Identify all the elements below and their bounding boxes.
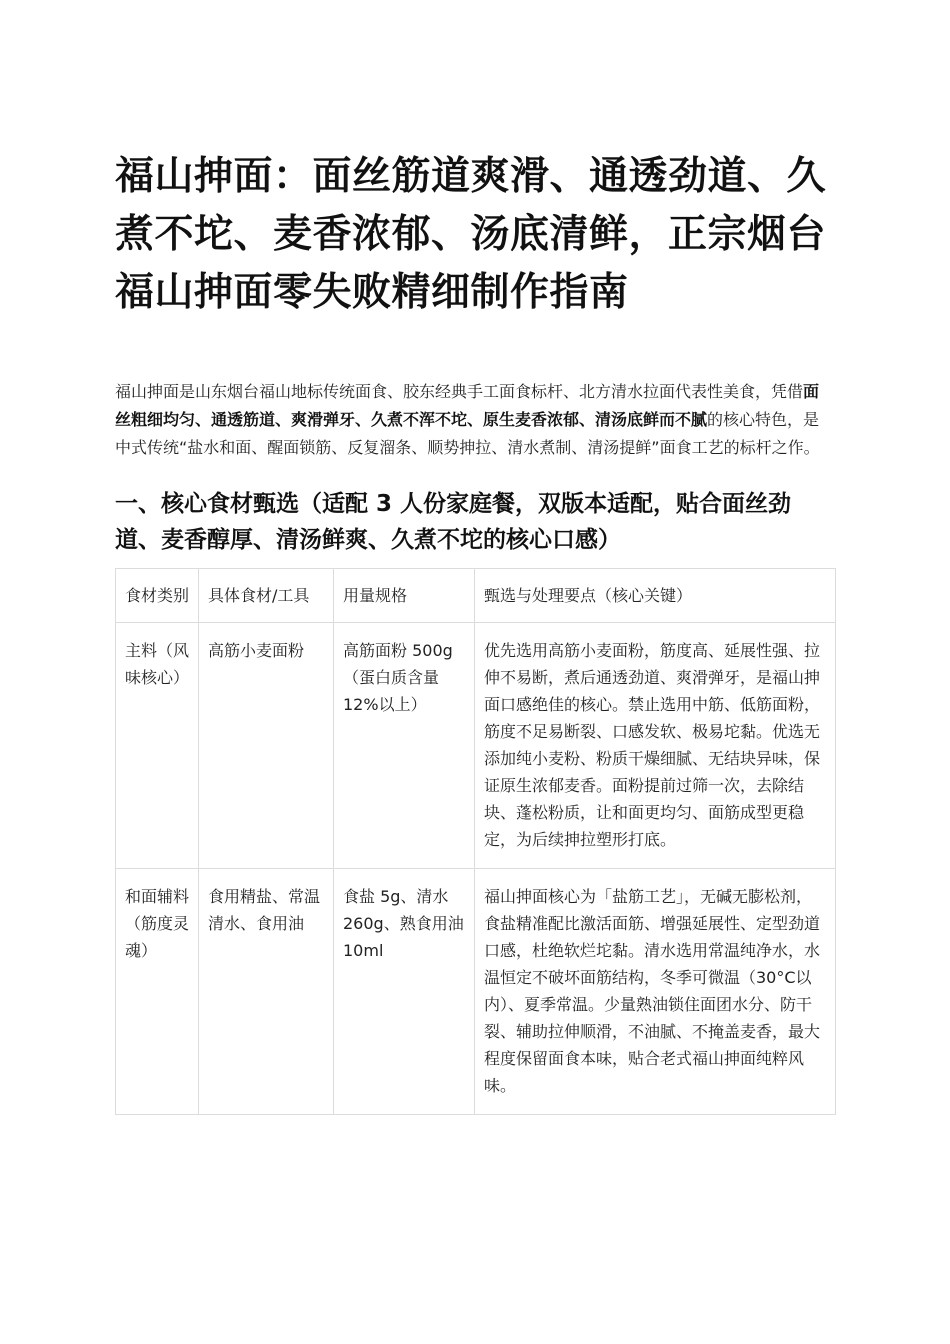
intro-highlight-text: 面丝粗细均匀、通透筋道、爽滑弹牙、久煮不浑不坨、原生麦香浓郁、清汤底鲜而不腻 (115, 382, 820, 429)
intro-lead-text: 福山抻面是山东烟台福山地标传统面食、胶东经典手工面食标杆、北方清水拉面代表性美食，凭借 (115, 382, 804, 401)
cell-amount: 高筋面粉 500g（蛋白质含量 12%以上） (334, 623, 475, 869)
header-category: 食材类别 (116, 569, 199, 623)
cell-category: 主料（风味核心） (116, 623, 199, 869)
cell-ingredient: 食用精盐、常温清水、食用油 (199, 869, 334, 1115)
header-amount: 用量规格 (334, 569, 475, 623)
header-ingredient: 具体食材/工具 (199, 569, 334, 623)
page-title: 福山抻面：面丝筋道爽滑、通透劲道、久煮不坨、麦香浓郁、汤底清鲜，正宗烟台福山抻面零失败精细制作指南 (115, 154, 827, 315)
cell-ingredient: 高筋小麦面粉 (199, 623, 334, 869)
ingredients-table (115, 568, 836, 1115)
cell-category: 和面辅料（筋度灵魂） (116, 869, 199, 1115)
table-row (116, 623, 836, 869)
document-page (115, 148, 835, 1115)
cell-notes: 优先选用高筋小麦面粉，筋度高、延展性强、拉伸不易断，煮后通透劲道、爽滑弹牙，是福山抻面口感绝佳的核心。禁止选用中筋、低筋面粉，筋度不足易断裂、口感发软、极易坨黏。优选无添加纯小麦粉、粉质干燥细腻、无结块异味，保证原生浓郁麦香。面粉提前过筛一次，去除结块、蓬松粉质，让和面更均匀、面筋成型更稳定，为后续抻拉塑形打底。 (475, 623, 836, 869)
table-row (116, 869, 836, 1115)
intro-paragraph (115, 378, 835, 462)
cell-amount: 食盐 5g、清水 260g、熟食用油 10ml (334, 869, 475, 1115)
intro-tail-text: 的核心特色，是中式传统“盐水和面、醒面锁筋、反复溜条、顺势抻拉、清水煮制、清汤提鲜”面食工艺的标杆之作。 (115, 410, 820, 457)
cell-notes: 福山抻面核心为「盐筋工艺」，无碱无膨松剂，食盐精准配比激活面筋、增强延展性、定型劲道口感，杜绝软烂坨黏。清水选用常温纯净水，水温恒定不破坏面筋结构，冬季可微温（30°C以内）、夏季常温。少量熟油锁住面团水分、防干裂、辅助拉伸顺滑，不油腻、不掩盖麦香，最大程度保留面食本味，贴合老式福山抻面纯粹风味。 (475, 869, 836, 1115)
section-heading: 一、核心食材甄选（适配 3 人份家庭餐，双版本适配，贴合面丝劲道、麦香醇厚、清汤鲜爽、久煮不坨的核心口感） (115, 491, 792, 553)
header-notes: 甄选与处理要点（核心关键） (475, 569, 836, 623)
table-header-row (116, 569, 836, 623)
